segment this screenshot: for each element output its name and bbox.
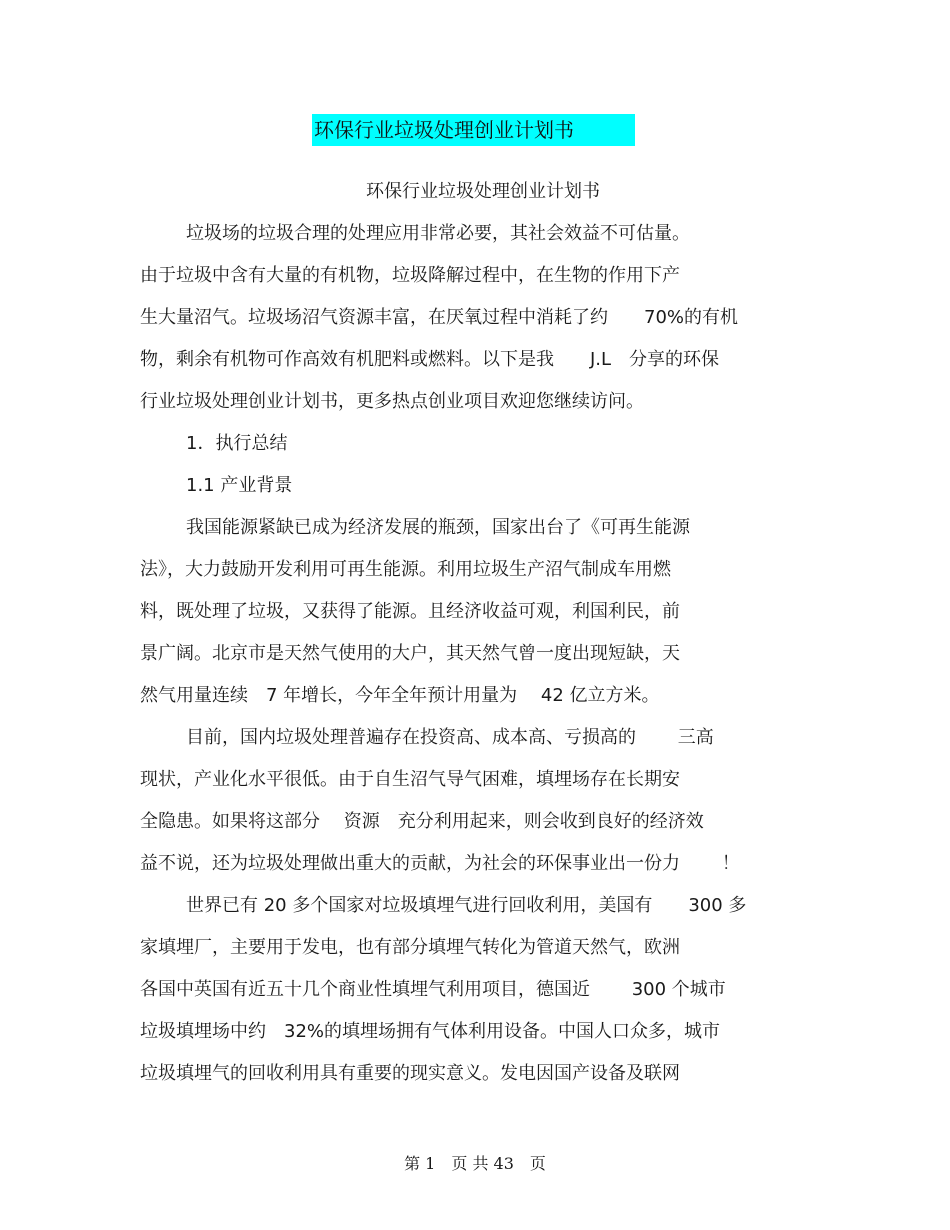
paragraph-line: 行业垃圾处理创业计划书，更多热点创业项目欢迎您继续访问。 [140,391,644,412]
page-number-footer: 第 1 页 共 43 页 [404,1154,546,1173]
paragraph-line: 物，剩余有机物可作高效有机肥料或燃料。以下是我 J.L 分享的环保 [140,349,720,370]
paragraph-line: 垃圾填埋气的回收利用具有重要的现实意义。发电因国产设备及联网 [140,1063,680,1084]
document-title: 环保行业垃圾处理创业计划书 [312,114,635,146]
paragraph-line: 家填埋厂，主要用于发电，也有部分填埋气转化为管道天然气，欧洲 [140,937,680,958]
paragraph-line: 各国中英国有近五十几个商业性填埋气利用项目，德国近 300 个城市 [140,979,726,1000]
paragraph-line: 目前，国内垃圾处理普遍存在投资高、成本高、亏损高的 三高 [186,727,714,748]
paragraph-line: 垃圾填埋场中约 32%的填埋场拥有气体利用设备。中国人口众多，城市 [140,1021,721,1042]
paragraph-line: 料，既处理了垃圾，又获得了能源。且经济收益可观，利国利民，前 [140,601,680,622]
document-body [140,222,820,1104]
paragraph-line: 法》，大力鼓励开发利用可再生能源。利用垃圾生产沼气制成车用燃 [140,559,671,580]
paragraph-line: 我国能源紧缺已成为经济发展的瓶颈，国家出台了《可再生能源 [186,517,690,538]
subsection-heading: 1.1 产业背景 [186,475,293,496]
section-heading: 1．执行总结 [186,433,288,454]
paragraph-line: 世界已有 20 多个国家对垃圾填埋气进行回收利用，美国有 300 多 [186,895,747,916]
paragraph-line: 益不说，还为垃圾处理做出重大的贡献，为社会的环保事业出一份力 ！ [140,853,740,874]
paragraph-line: 现状，产业化水平很低。由于自生沼气导气困难，填埋场存在长期安 [140,769,680,790]
paragraph-line: 全隐患。如果将这部分 资源 充分利用起来，则会收到良好的经济效 [140,811,704,832]
paragraph-line: 然气用量连续 7 年增长，今年全年预计用量为 42 亿立方米。 [140,685,660,706]
title-highlight [312,114,635,146]
paragraph-line: 由于垃圾中含有大量的有机物，垃圾降解过程中，在生物的作用下产 [140,265,680,286]
paragraph-line: 生大量沼气。垃圾场沼气资源丰富，在厌氧过程中消耗了约 70%的有机 [140,307,739,328]
paragraph-line: 景广阔。北京市是天然气使用的大户，其天然气曾一度出现短缺，天 [140,643,680,664]
document-subtitle: 环保行业垃圾处理创业计划书 [366,181,600,202]
paragraph-line: 垃圾场的垃圾合理的处理应用非常必要，其社会效益不可估量。 [186,223,690,244]
